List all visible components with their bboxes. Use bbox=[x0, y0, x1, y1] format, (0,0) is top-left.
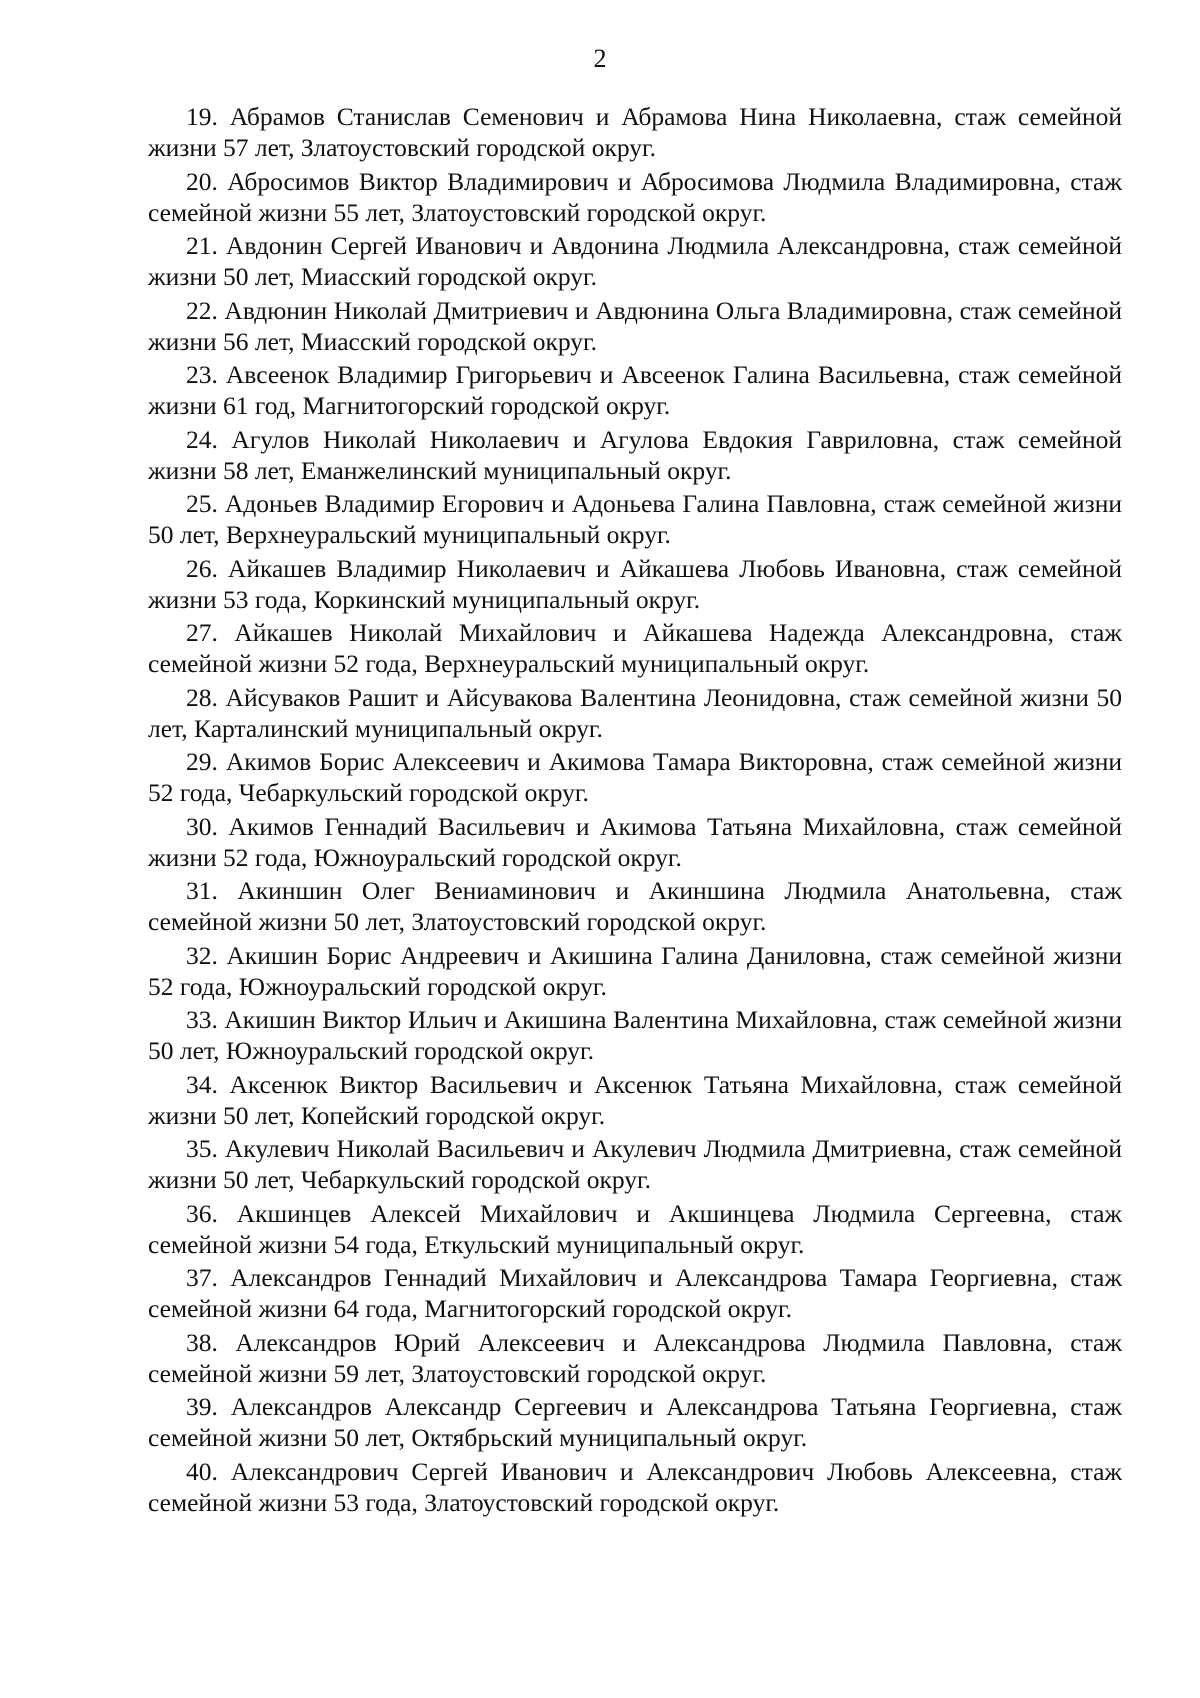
entry-text: Акимов Геннадий Васильевич и Акимова Татьяна Михайловна, стаж семейной жизни 52 года, Южноуральский городской округ. bbox=[148, 811, 1123, 872]
list-item bbox=[148, 617, 1122, 679]
entry-text: Акулевич Николай Васильевич и Акулевич Людмила Дмитриевна, стаж семейной жизни 50 лет, Чебаркульский городской округ. bbox=[148, 1134, 1123, 1194]
entry-number: 29. bbox=[186, 747, 218, 776]
list-item bbox=[148, 1327, 1122, 1389]
entry-number: 38. bbox=[186, 1327, 218, 1357]
list-item bbox=[148, 101, 1122, 163]
list-item bbox=[148, 1198, 1122, 1260]
list-item bbox=[148, 166, 1122, 228]
entry-text: Александров Александр Сергеевич и Александрова Татьяна Георгиевна, стаж семейной жизни 50 лет, Октябрьский муниципальный округ. bbox=[148, 1392, 1123, 1452]
entry-number: 35. bbox=[186, 1134, 218, 1163]
list-item bbox=[148, 746, 1122, 808]
list-item bbox=[148, 940, 1122, 1002]
entry-text: Авдюнин Николай Дмитриевич и Авдюнина Ольга Владимировна, стаж семейной жизни 56 лет, Миасский городской округ. bbox=[148, 295, 1122, 356]
entry-number: 37. bbox=[186, 1263, 218, 1292]
list-item bbox=[148, 1456, 1122, 1518]
list-item bbox=[148, 1004, 1122, 1066]
entry-text: Айсуваков Рашит и Айсувакова Валентина Леонидовна, стаж семейной жизни 50 лет, Карталинский муниципальный округ. bbox=[148, 682, 1123, 743]
page-number: 2 bbox=[593, 44, 607, 73]
entry-number: 21. bbox=[186, 231, 218, 260]
entry-text: Адоньев Владимир Егорович и Адоньева Галина Павловна, стаж семейной жизни 50 лет, Верхнеуральский муниципальный округ. bbox=[148, 489, 1123, 549]
entry-text: Авдонин Сергей Иванович и Авдонина Людмила Александровна, стаж семейной жизни 50 лет, Миасский городской округ. bbox=[148, 231, 1122, 291]
entry-text: Акишин Виктор Ильич и Акишина Валентина Михайловна, стаж семейной жизни 50 лет, Южноуральский городской округ. bbox=[148, 1005, 1122, 1065]
entry-text: Аксенюк Виктор Васильевич и Аксенюк Татьяна Михайловна, стаж семейной жизни 50 лет, Копейский городской округ. bbox=[148, 1069, 1122, 1130]
entry-text: Айкашев Владимир Николаевич и Айкашева Любовь Ивановна, стаж семейной жизни 53 года, Коркинский муниципальный округ. bbox=[148, 553, 1122, 614]
entry-text: Акиншин Олег Вениаминович и Акиншина Людмила Анатольевна, стаж семейной жизни 50 лет, Златоустовский городской округ. bbox=[148, 876, 1122, 936]
entry-text: Александров Геннадий Михайлович и Александрова Тамара Георгиевна, стаж семейной жизни 64 года, Магнитогорский городской округ. bbox=[148, 1263, 1122, 1323]
entry-number: 24. bbox=[186, 424, 218, 454]
entry-text: Абрамов Станислав Семенович и Абрамова Нина Николаевна, стаж семейной жизни 57 лет, Златоустовский городской округ. bbox=[148, 102, 1123, 162]
list-item bbox=[148, 1262, 1122, 1324]
entry-number: 25. bbox=[186, 489, 218, 518]
entry-number: 20. bbox=[186, 166, 218, 196]
list-item bbox=[148, 424, 1122, 486]
list-item bbox=[148, 1069, 1122, 1131]
entry-list bbox=[148, 101, 1122, 1520]
entry-text: Акишин Борис Андреевич и Акишина Галина Даниловна, стаж семейной жизни 52 года, Южноуральский городской округ. bbox=[148, 940, 1122, 1001]
list-item bbox=[148, 1391, 1122, 1453]
entry-number: 34. bbox=[186, 1069, 218, 1099]
list-item bbox=[148, 875, 1122, 937]
entry-text: Айкашев Николай Михайлович и Айкашева Надежда Александровна, стаж семейной жизни 52 года, Верхнеуральский муниципальный округ. bbox=[148, 618, 1122, 678]
list-item bbox=[148, 1133, 1122, 1195]
entry-number: 28. bbox=[186, 682, 218, 712]
list-item bbox=[148, 295, 1122, 357]
entry-number: 27. bbox=[186, 618, 218, 647]
entry-number: 19. bbox=[186, 102, 218, 131]
entry-text: Авсеенок Владимир Григорьевич и Авсеенок Галина Васильевна, стаж семейной жизни 61 год, Магнитогорский городской округ. bbox=[148, 360, 1123, 420]
entry-number: 36. bbox=[186, 1198, 218, 1228]
entry-number: 26. bbox=[186, 553, 218, 583]
entry-text: Абросимов Виктор Владимирович и Абросимова Людмила Владимировна, стаж семейной жизни 55 лет, Златоустовский городской округ. bbox=[148, 166, 1122, 227]
list-item bbox=[148, 359, 1122, 421]
entry-number: 40. bbox=[186, 1456, 218, 1486]
entry-number: 22. bbox=[186, 295, 218, 325]
entry-text: Александрович Сергей Иванович и Александрович Любовь Алексеевна, стаж семейной жизни 53 года, Златоустовский городской округ. bbox=[148, 1456, 1123, 1517]
entry-number: 39. bbox=[186, 1392, 218, 1421]
entry-number: 32. bbox=[186, 940, 218, 970]
entry-text: Акшинцев Алексей Михайлович и Акшинцева Людмила Сергеевна, стаж семейной жизни 54 года, Еткульский муниципальный округ. bbox=[148, 1198, 1123, 1259]
list-item bbox=[148, 488, 1122, 550]
entry-number: 23. bbox=[186, 360, 218, 389]
list-item bbox=[148, 230, 1122, 292]
list-item bbox=[148, 811, 1122, 873]
entry-number: 33. bbox=[186, 1005, 218, 1034]
entry-number: 31. bbox=[186, 876, 218, 905]
list-item bbox=[148, 682, 1122, 744]
entry-text: Акимов Борис Алексеевич и Акимова Тамара Викторовна, стаж семейной жизни 52 года, Чебаркульский городской округ. bbox=[148, 747, 1123, 807]
entry-text: Агулов Николай Николаевич и Агулова Евдокия Гавриловна, стаж семейной жизни 58 лет, Еманжелинский муниципальный округ. bbox=[148, 424, 1122, 485]
entry-text: Александров Юрий Алексеевич и Александрова Людмила Павловна, стаж семейной жизни 59 лет, Златоустовский городской округ. bbox=[148, 1327, 1122, 1388]
entry-number: 30. bbox=[186, 811, 218, 841]
list-item bbox=[148, 553, 1122, 615]
